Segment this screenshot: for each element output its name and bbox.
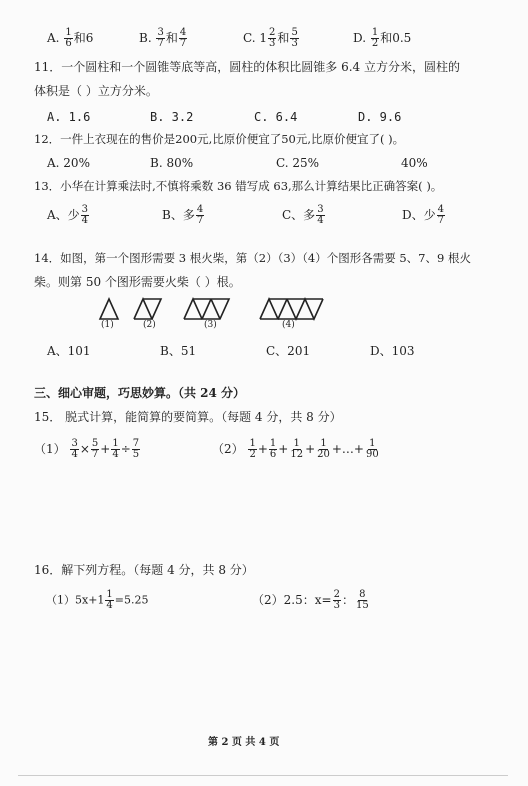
q10-option-b: B. $\frac{3}{7}$ 和 $\frac{4}{7}$ [139, 27, 187, 49]
fig-label-2: (2) [143, 320, 156, 330]
q15-part1: （1） $\frac{3}{4}$ × $\frac{5}{7}$ + $\frac{1}{4}$ ÷ $\frac{7}{5}$ [34, 438, 140, 460]
q12-option-d: 40% [401, 156, 428, 170]
q11-option-a: A. 1.6 [47, 110, 91, 124]
page-number: 第 2 页 共 4 页 [208, 737, 280, 748]
q16-part2: （2）2.5：x= $\frac{2}{3}$ ： $\frac{8}{15}$ [252, 589, 369, 611]
bottom-rule [18, 775, 508, 776]
q14-option-a: A、101 [47, 344, 91, 358]
q12-option-b: B. 80% [150, 156, 194, 170]
q11-option-c: C. 6.4 [254, 110, 298, 124]
q10-option-a: A. $\frac{1}{6}$ 和6 [47, 27, 94, 49]
fig-label-3: (3) [204, 320, 217, 330]
q13-text: 13．小华在计算乘法时,不慎将乘数 36 错写成 63,那么计算结果比正确答案( )。 [34, 179, 443, 193]
q14-text-line1: 14．如图，第一个图形需要 3 根火柴，第（2）（3）（4）个图形各需要 5、7、9 根火 [34, 251, 471, 265]
fig-label-1: (1) [101, 320, 114, 330]
q13-option-d: D、少 $\frac{4}{7}$ [402, 204, 444, 226]
q14-text-line2: 柴。则第 50 个图形需要火柴（ ）根。 [34, 275, 241, 289]
q11-option-b: B. 3.2 [150, 110, 194, 124]
q12-option-a: A. 20% [47, 156, 90, 170]
q15-text: 15． 脱式计算，能简算的要简算。（每题 4 分，共 8 分） [34, 410, 342, 424]
matchstick-figure-4 [260, 299, 278, 319]
q11-text-line1: 11．一个圆柱和一个圆锥等底等高，圆柱的体积比圆锥多 6.4 立方分米，圆柱的 [34, 60, 460, 74]
q12-text: 12．一件上衣现在的售价是200元,比原价便宜了50元,比原价便宜了( )。 [34, 132, 405, 146]
q11-text-line2: 体积是（ ）立方分米。 [34, 84, 158, 98]
q12-option-c: C. 25% [276, 156, 320, 170]
q11-option-d: D. 9.6 [358, 110, 402, 124]
matchstick-figure-1 [100, 299, 118, 319]
q10-option-d: D. $\frac{1}{2}$ 和0.5 [353, 27, 412, 49]
q16-part1: （1）5x+1 $\frac{1}{4}$ =5.25 [46, 589, 149, 611]
fig-label-4: (4) [282, 320, 295, 330]
q13-option-b: B、多 $\frac{4}{7}$ [162, 204, 204, 226]
q14-option-b: B、51 [160, 344, 197, 358]
q15-part2: （2） $\frac{1}{2}$ + $\frac{1}{6}$ + $\frac{1}{12}$ + $\frac{1}{20}$ +…+ $\frac{1}{90}$ [212, 438, 379, 460]
q13-option-a: A、少 $\frac{3}{4}$ [47, 204, 89, 226]
section3-title: 三、细心审题，巧思妙算。（共 24 分） [34, 386, 246, 400]
q14-option-d: D、103 [370, 344, 415, 358]
q10-option-c: C. 1 $\frac{2}{3}$ 和 $\frac{5}{3}$ [243, 27, 298, 49]
q14-option-c: C、201 [266, 344, 311, 358]
matchstick-figure-2 [134, 299, 152, 319]
q16-text: 16．解下列方程。（每题 4 分，共 8 分） [34, 563, 254, 577]
q13-option-c: C、多 $\frac{3}{4}$ [282, 204, 324, 226]
